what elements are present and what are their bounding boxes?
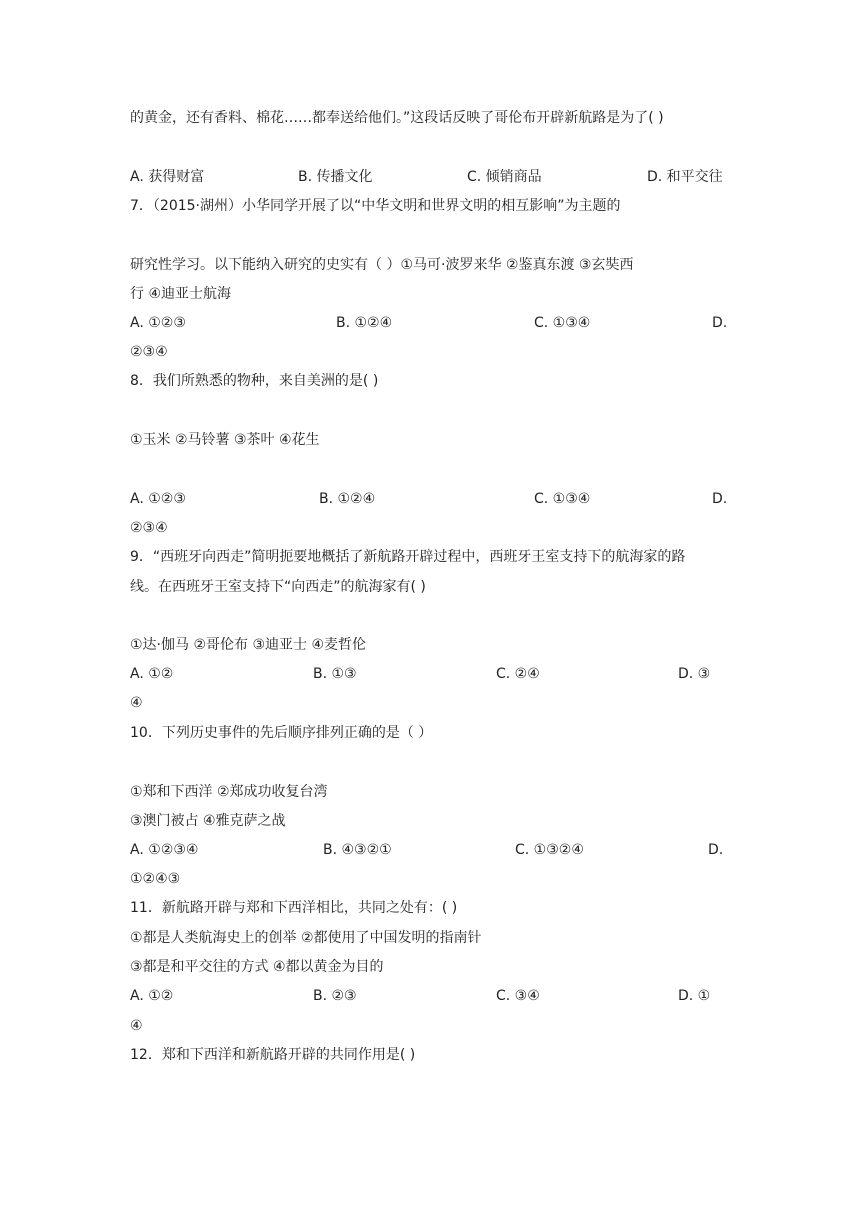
q11-option-d-wrap: ④ xyxy=(130,1018,143,1034)
q10-items-line2: ③澳门被占 ④雅克萨之战 xyxy=(130,813,286,829)
q7-stem-line2: 研究性学习。以下能纳入研究的史实有（ ）①马可·波罗来华 ②鉴真东渡 ③玄奘西 xyxy=(130,257,634,273)
q7-option-d: D. xyxy=(712,315,728,331)
q8-option-d: D. xyxy=(712,491,728,507)
q7-option-a: A. ①②③ xyxy=(130,315,186,331)
q11-option-b: B. ②③ xyxy=(313,988,357,1004)
q11-items-line1: ①都是人类航海史上的创举 ②都使用了中国发明的指南针 xyxy=(130,930,482,946)
q11-option-d: D. ① xyxy=(678,988,711,1004)
q7-option-c: C. ①③④ xyxy=(534,315,591,331)
q10-option-d: D. xyxy=(708,842,724,858)
q9-option-b: B. ①③ xyxy=(313,666,357,682)
q12-stem: 12．郑和下西洋和新航路开辟的共同作用是( ) xyxy=(130,1047,416,1063)
q9-items: ①达·伽马 ②哥伦布 ③迪亚士 ④麦哲伦 xyxy=(130,637,367,653)
q8-option-c: C. ①③④ xyxy=(534,491,591,507)
q8-option-b: B. ①②④ xyxy=(319,491,376,507)
q6-option-a: A. 获得财富 xyxy=(130,169,205,185)
q7-stem-line3: 行 ④迪亚士航海 xyxy=(130,286,232,302)
q9-option-d: D. ③ xyxy=(678,666,711,682)
q8-option-a: A. ①②③ xyxy=(130,491,186,507)
q10-option-a: A. ①②③④ xyxy=(130,842,199,858)
q11-option-a: A. ①② xyxy=(130,988,174,1004)
q6-continuation: 的黄金，还有香料、棉花……都奉送给他们。”这段话反映了哥伦布开辟新航路是为了( ) xyxy=(130,110,664,126)
q6-option-b: B. 传播文化 xyxy=(298,169,373,185)
q6-option-c: C. 倾销商品 xyxy=(467,169,542,185)
q10-option-d-wrap: ①②④③ xyxy=(130,871,181,887)
q7-option-b: B. ①②④ xyxy=(336,315,393,331)
q10-items-line1: ①郑和下西洋 ②郑成功收复台湾 xyxy=(130,784,328,800)
q11-option-c: C. ③④ xyxy=(496,988,540,1004)
q9-stem-line2: 线。在西班牙王室支持下“向西走”的航海家有( ) xyxy=(130,579,426,595)
q9-stem-line1: 9．“西班牙向西走”简明扼要地概括了新航路开辟过程中，西班牙王室支持下的航海家的路 xyxy=(130,549,686,565)
q7-stem-line1: 7．（2015·湖州）小华同学开展了以“中华文明和世界文明的相互影响”为主题的 xyxy=(130,198,621,214)
q8-stem: 8．我们所熟悉的物种，来自美洲的是( ) xyxy=(130,373,379,389)
q6-option-d: D. 和平交往 xyxy=(647,169,723,185)
q10-option-b: B. ④③②① xyxy=(323,842,392,858)
q9-option-a: A. ①② xyxy=(130,666,174,682)
q10-option-c: C. ①③②④ xyxy=(515,842,584,858)
q10-stem: 10．下列历史事件的先后顺序排列正确的是（ ） xyxy=(130,725,433,741)
q11-items-line2: ③都是和平交往的方式 ④都以黄金为目的 xyxy=(130,959,384,975)
q9-option-c: C. ②④ xyxy=(496,666,540,682)
q8-option-d-wrap: ②③④ xyxy=(130,520,168,536)
q9-option-d-wrap: ④ xyxy=(130,695,143,711)
q11-stem: 11．新航路开辟与郑和下西洋相比，共同之处有：( ) xyxy=(130,900,458,916)
q8-items: ①玉米 ②马铃薯 ③茶叶 ④花生 xyxy=(130,432,320,448)
q7-option-d-wrap: ②③④ xyxy=(130,344,168,360)
